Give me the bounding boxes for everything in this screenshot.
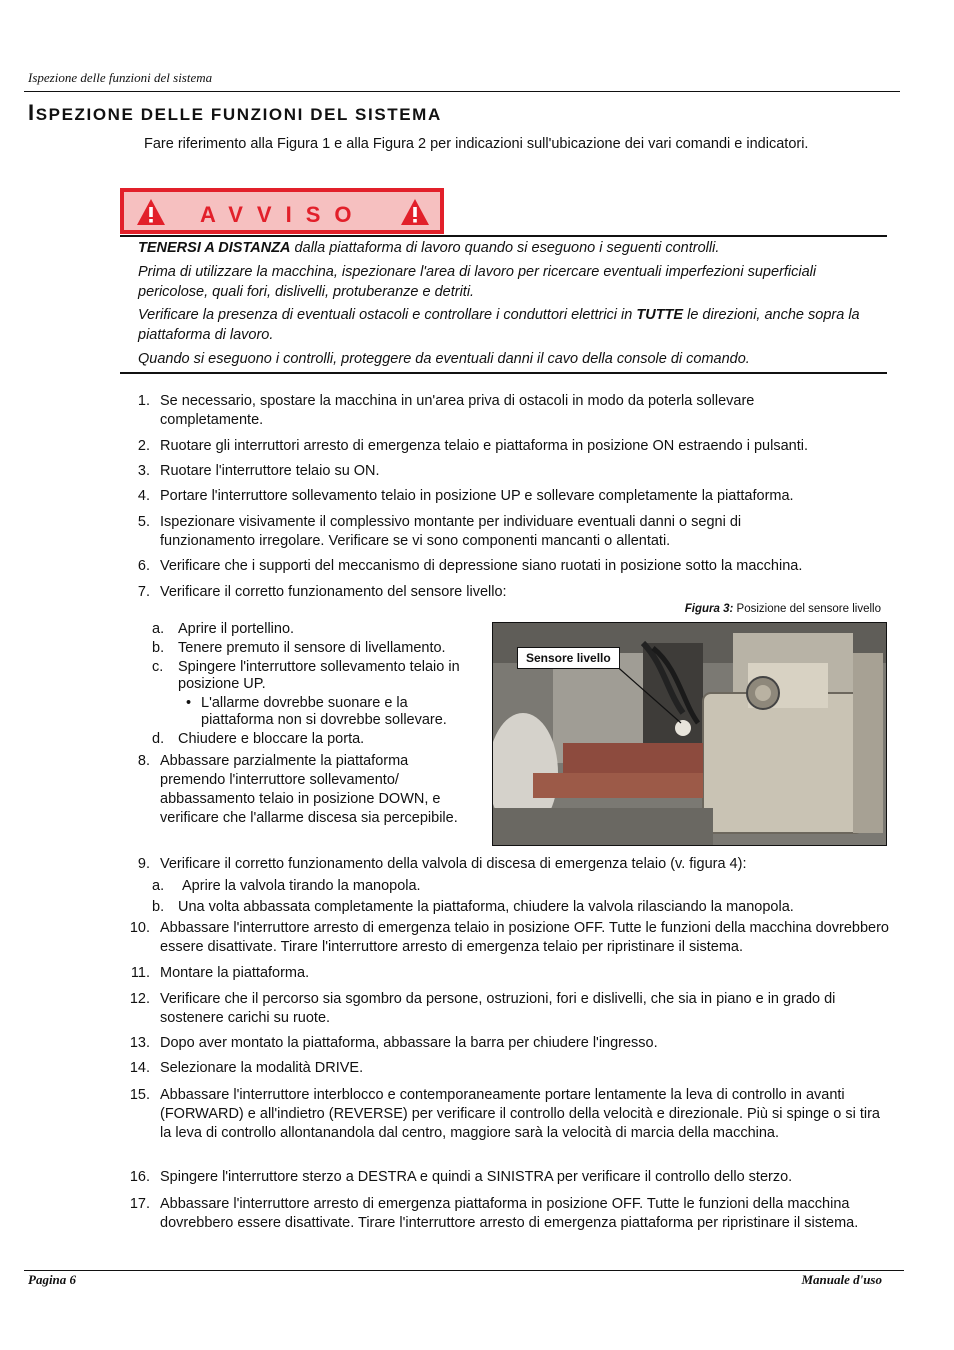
warning-p3-text-b: le direzioni, anche sopra la piattaforma di lavoro. [138, 307, 860, 343]
step-text: Selezionare la modalità DRIVE. [160, 1060, 364, 1076]
list-item [152, 659, 482, 693]
header-rule [24, 91, 900, 92]
substep-text: Aprire la valvola tirando la manopola. [182, 878, 421, 894]
step-text: Abbassare l'interruttore interblocco e contemporaneamente portare lentamente la leva di controllo in avanti (FORWARD) e all'indietro (REVERSE) per verificare il controllo della velocità e direzionale. Più si spinge o si tira la leva di controllo allontanandola dal centro, maggiore sarà la velocità di marcia della macchina. [160, 1087, 880, 1141]
step-text: Ruotare gli interruttori arresto di emergenza telaio e piattaforma in posizione ON estraendo i pulsanti. [160, 438, 809, 454]
step-text: Verificare che i supporti del meccanismo di depressione siano ruotati in posizione sotto la macchina. [160, 558, 803, 574]
warning-top-rule [120, 235, 887, 237]
figure-caption [685, 603, 881, 615]
step-number: 14. [129, 1060, 150, 1076]
step-number: 16. [129, 1169, 150, 1185]
step-number: 8. [137, 753, 150, 769]
step-text: Abbassare parzialmente la piattaforma premendo l'interruttore sollevamento/ abbassamento telaio in posizione DOWN, e verificare che l'allarme discesa sia percepibile. [160, 753, 458, 826]
step-number: 13. [129, 1035, 150, 1051]
running-header: Ispezione delle funzioni del sistema [28, 70, 213, 85]
step-number: 6. [137, 558, 150, 574]
step-number: 7. [137, 584, 150, 600]
list-item [120, 919, 892, 964]
substep-letter: b. [152, 640, 165, 656]
step-number: 10. [129, 920, 150, 936]
step-number: 12. [129, 991, 150, 1007]
step-8 [130, 752, 470, 828]
warning-banner [120, 188, 444, 234]
step-number: 5. [137, 514, 150, 530]
substep-letter: c. [152, 659, 164, 675]
list-item [130, 437, 890, 462]
substep-letter: d. [152, 731, 165, 747]
warning-p1-text: dalla piattaforma di lavoro quando si eseguono i seguenti controlli. [290, 240, 720, 256]
warning-paragraph-4: Quando si eseguono i controlli, proteggere da eventuali danni il cavo della console di comando. [138, 351, 750, 367]
list-item [120, 1195, 892, 1255]
substep-text: L'allarme dovrebbe suonare e la piattaforma non si dovrebbe sollevare. [201, 695, 447, 728]
warning-bottom-rule [120, 372, 887, 374]
step-9 [130, 855, 890, 874]
warning-label: AVVISO [200, 202, 366, 227]
step-text: Abbassare l'interruttore arresto di emergenza telaio in posizione OFF. Tutte le funzioni della macchina dovrebbero essere disattivate. Tirare l'interruttore arresto di emergenza telaio per ripristinare il sistema. [160, 920, 889, 955]
list-item [152, 621, 482, 638]
title-initial: I [28, 100, 36, 125]
figure-label: Figura 3: [684, 603, 734, 615]
warning-paragraph-1 [138, 238, 888, 258]
step-number: 2. [137, 438, 150, 454]
list-item [120, 1059, 892, 1086]
list-item [152, 640, 482, 657]
title-rest: SPEZIONE DELLE FUNZIONI DEL SISTEMA [35, 105, 442, 124]
step-number: 4. [137, 488, 150, 504]
step-text: Dopo aver montato la piattaforma, abbassare la barra per chiudere l'ingresso. [160, 1035, 658, 1051]
step-number: 17. [129, 1196, 150, 1212]
list-item [130, 487, 890, 513]
substep-text: Chiudere e bloccare la porta. [178, 731, 365, 747]
step-text: Portare l'interruttore sollevamento telaio in posizione UP e sollevare completamente la piattaforma. [160, 488, 794, 504]
step-text: Montare la piattaforma. [160, 965, 310, 981]
list-item [130, 392, 890, 430]
list-item [152, 877, 892, 898]
warning-paragraph-2: Prima di utilizzare la macchina, ispezionare l'area di lavoro per ricercare eventuali imperfezioni superficiali pericolose, quali fori, dislivelli, protuberanze e detriti. [138, 264, 817, 300]
step-number: 11. [130, 965, 150, 981]
substep-text: Tenere premuto il sensore di livellamento. [178, 640, 446, 656]
step-text: Verificare il corretto funzionamento del sensore livello: [160, 584, 507, 600]
step-list-late [120, 919, 892, 1255]
warning-paragraph-3 [138, 305, 888, 345]
list-item [120, 1034, 892, 1059]
step-text: Se necessario, spostare la macchina in un'area priva di ostacoli in modo da poterla sollevare completamente. [160, 393, 755, 428]
warning-p3-text-a: Verificare la presenza di eventuali ostacoli e controllare i conduttori elettrici in [138, 307, 637, 323]
list-item [120, 964, 892, 990]
substep-letter: b. [152, 899, 165, 915]
step-number: 1. [137, 393, 150, 409]
substep-text: Aprire il portellino. [178, 621, 295, 637]
section-title [28, 100, 442, 126]
list-item [130, 513, 890, 557]
step9-substeps [152, 877, 892, 919]
page-number: Pagina 6 [28, 1272, 77, 1287]
list-item [152, 898, 892, 919]
intro-paragraph: Fare riferimento alla Figura 1 e alla Figura 2 per indicazioni sull'ubicazione dei vari comandi e indicatori. [144, 136, 809, 152]
step-text: Abbassare l'interruttore arresto di emergenza piattaforma in posizione OFF. Tutte le funzioni della macchina dovrebbero essere disattivate. Tirare l'interruttore arresto di emergenza piattaforma per ripristinare il sistema. [160, 1196, 859, 1231]
step-text: Verificare che il percorso sia sgombro da persone, ostruzioni, fori e dislivelli, che sia in piano e in grado di sostenere carichi su ruote. [160, 991, 836, 1026]
list-item [130, 557, 890, 583]
step-number: 15. [129, 1087, 150, 1103]
step-text: Ispezionare visivamente il complessivo montante per individuare eventuali danni o segni di funzionamento irregolare. Verificare se vi sono componenti mancanti o allentati. [160, 514, 742, 549]
step-text: Spingere l'interruttore sterzo a DESTRA e quindi a SINISTRA per verificare il controllo dello sterzo. [160, 1169, 793, 1185]
step-number: 3. [137, 463, 150, 479]
warning-all-directions: TUTTE [636, 307, 684, 323]
step-number: 9. [137, 856, 150, 872]
list-item [130, 462, 890, 487]
list-item [120, 990, 892, 1034]
substep-letter: a. [152, 878, 165, 894]
level-sensor-photo [492, 622, 887, 846]
list-item [120, 1086, 892, 1168]
list-item [120, 1168, 892, 1195]
step-text: Verificare il corretto funzionamento della valvola di discesa di emergenza telaio (v. figura 4): [160, 856, 747, 872]
warning-triangle-icon [400, 198, 430, 226]
step-text: Ruotare l'interruttore telaio su ON. [160, 463, 380, 479]
substep-text: Spingere l'interruttore sollevamento telaio in posizione UP. [178, 659, 460, 692]
list-item [130, 583, 890, 605]
warning-keep-clear: TENERSI A DISTANZA [138, 240, 291, 256]
manual-title: Manuale d'uso [801, 1272, 882, 1287]
list-item [152, 695, 482, 729]
step-list-early [130, 392, 890, 605]
step7-substeps [152, 621, 482, 748]
bullet: • [186, 695, 192, 711]
substep-letter: a. [152, 621, 165, 637]
figure-caption-text: Posizione del sensore livello [733, 603, 881, 615]
list-item [152, 731, 482, 748]
footer-rule [24, 1270, 904, 1271]
warning-triangle-icon [136, 198, 166, 226]
sensor-callout-label: Sensore livello [517, 647, 620, 669]
substep-text: Una volta abbassata completamente la piattaforma, chiudere la valvola rilasciando la manopola. [178, 899, 794, 915]
